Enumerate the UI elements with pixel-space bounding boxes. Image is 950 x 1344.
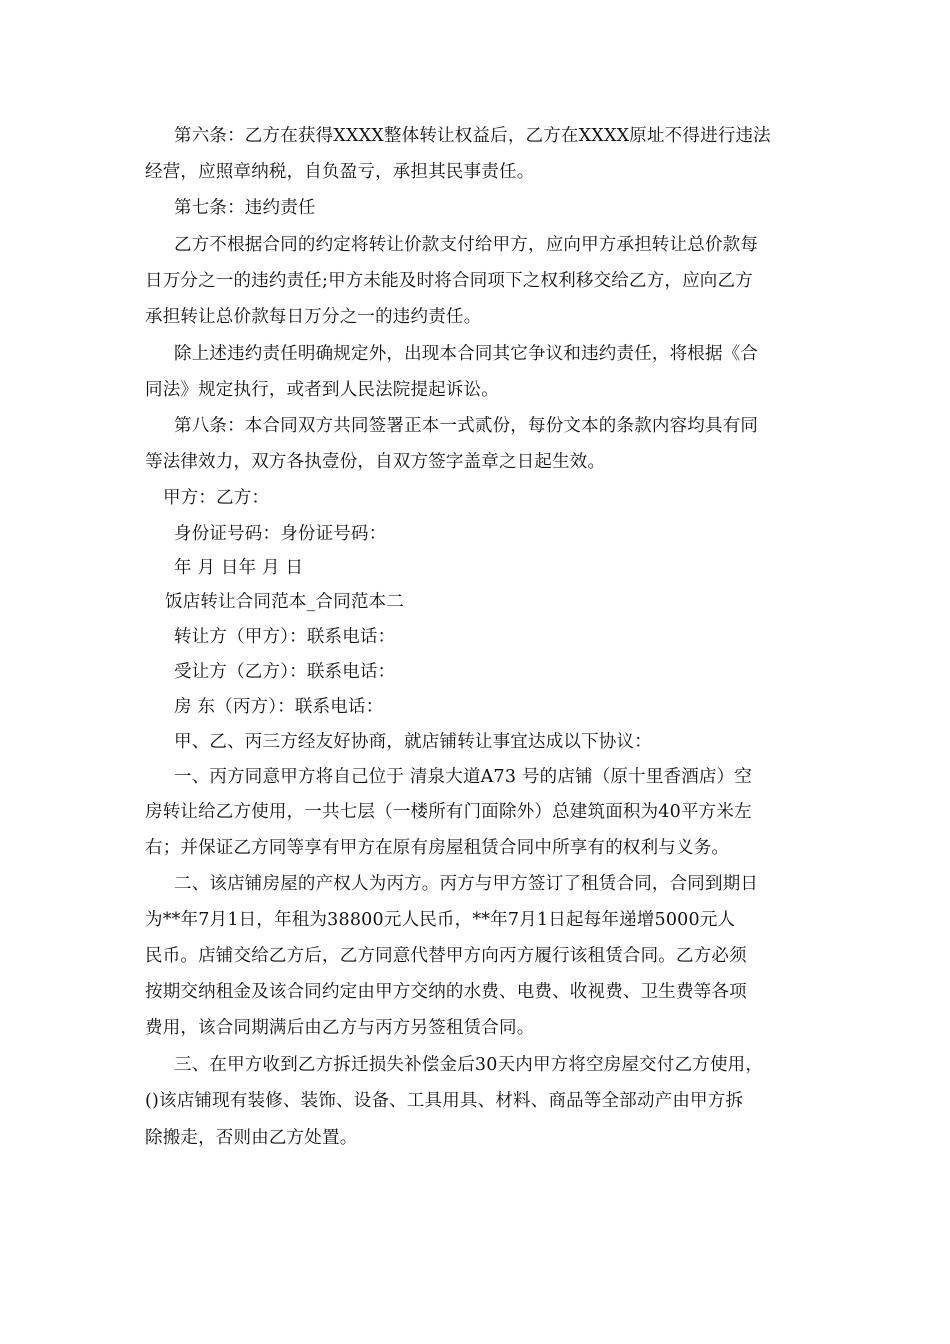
text-line: 承担转让总价款每日万分之一的违约责任。: [145, 307, 482, 327]
text-line: 甲、乙、丙三方经友好协商，就店铺转让事宜达成以下协议：: [174, 732, 652, 752]
text-line: 第六条：乙方在获得XXXX整体转让权益后，乙方在XXXX原址不得进行违法: [174, 126, 771, 146]
text-line: 三、在甲方收到乙方拆迁损失补偿金后30天内甲方将空房屋交付乙方使用，: [174, 1055, 764, 1075]
party-line: 转让方（甲方）：联系电话：: [174, 627, 396, 647]
text-line: 日万分之一的违约责任;甲方未能及时将合同项下之权利移交给乙方，应向乙方: [145, 271, 753, 291]
section-heading: 第七条：违约责任: [174, 198, 316, 218]
id-number-line: 身份证号码：身份证号码：: [174, 524, 387, 544]
text-line: 除搬走，否则由乙方处置。: [145, 1128, 358, 1148]
text-line: 二、该店铺房屋的产权人为丙方。丙方与甲方签订了租赁合同，合同到期日: [174, 874, 759, 894]
text-line: 除上述违约责任明确规定外，出现本合同其它争议和违约责任，将根据《合: [174, 344, 759, 364]
signature-parties: 甲方：乙方：: [163, 488, 270, 508]
text-line: 民币。店铺交给乙方后，乙方同意代替甲方向丙方履行该租赁合同。乙方必须: [145, 946, 747, 966]
text-line: ()该店铺现有装修、装饰、设备、工具用具、材料、商品等全部动产由甲方拆: [145, 1091, 744, 1111]
text-line: 乙方不根据合同的约定将转让价款支付给甲方，应向甲方承担转让总价款每: [174, 235, 759, 255]
text-line: 等法律效力，双方各执壹份，自双方签字盖章之日起生效。: [145, 452, 606, 472]
date-line: 年 月 日年 月 日: [174, 558, 304, 578]
party-line: 房 东（丙方）：联系电话：: [174, 697, 384, 717]
text-line: 一、丙方同意甲方将自己位于 清泉大道A73 号的店铺（原十里香酒店）空: [174, 767, 753, 787]
text-line: 为**年7月1日，年租为38800元人民币，**年7月1日起每年递增5000元人: [145, 910, 736, 930]
text-line: 房转让给乙方使用，一共七层（一楼所有门面除外）总建筑面积为40平方米左: [145, 802, 752, 822]
text-line: 经营，应照章纳税，自负盈亏，承担其民事责任。: [145, 162, 535, 182]
text-line: 按期交纳租金及该合同约定由甲方交纳的水费、电费、收视费、卫生费等各项: [145, 982, 747, 1002]
text-line: 第八条：本合同双方共同签署正本一式贰份，每份文本的条款内容均具有同: [174, 416, 759, 436]
document-title: 饭店转让合同范本_合同范本二: [165, 592, 405, 612]
party-line: 受让方（乙方）：联系电话：: [174, 662, 396, 682]
text-line: 右；并保证乙方同等享有甲方在原有房屋租赁合同中所享有的权利与义务。: [145, 838, 730, 858]
text-line: 费用，该合同期满后由乙方与丙方另签租赁合同。: [145, 1018, 535, 1038]
text-line: 同法》规定执行，或者到人民法院提起诉讼。: [145, 380, 499, 400]
